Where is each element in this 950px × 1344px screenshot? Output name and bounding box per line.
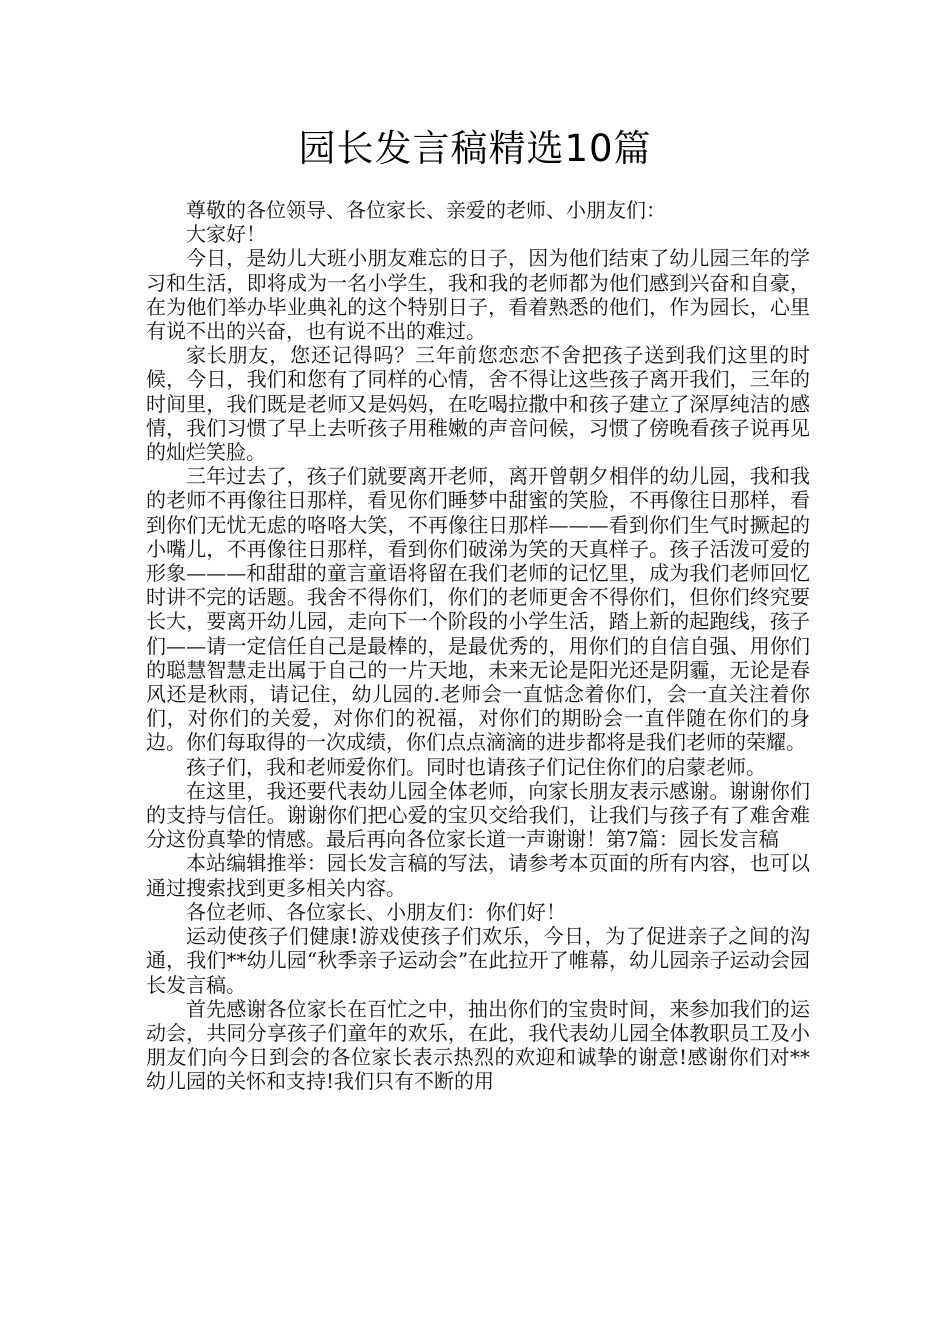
paragraph: 各位老师、各位家长、小朋友们：你们好！ xyxy=(186,899,566,924)
paragraph: 尊敬的各位领导、各位家长、亲爱的老师、小朋友们： xyxy=(186,198,666,222)
paragraph: 大家好！ xyxy=(186,222,266,247)
paragraph: 三年过去了，孩子们就要离开老师，离开曾朝夕相伴的幼儿园，我和我的老师不再像往日那样，看见你们睡梦中甜蜜的笑脸，不再像往日那样，看到你们无忧无虑的咯咯大笑，不再像往日那样———看到你们生气时撅起的小嘴儿，不再像往日那样，看到你们破涕为笑的天真样子。孩子活泼可爱的形象———和甜甜的童言童语将留在我们老师的记忆里，成为我们老师回忆时讲不完的话题。我舍不得你们，你们的老师更舍不得你们，但你们终究要长大，要离开幼儿园，走向下一个阶段的小学生活，踏上新的起跑线，孩子们——请一定信任自己是最棒的，是最优秀的，用你们的自信自强、用你们的聪慧智慧走出属于自己的一片天地，未来无论是阳光还是阴霾，无论是春风还是秋雨，请记住，幼儿园的.老师会一直惦念着你们，会一直关注着你们，对你们的关爱，对你们的祝福，对你们的期盼会一直伴随在你们的身边。你们每取得的一次成绩，你们点点滴滴的进步都将是我们老师的荣耀。 xyxy=(146,464,810,755)
paragraph: 运动使孩子们健康!游戏使孩子们欢乐，今日，为了促进亲子之间的沟通，我们**幼儿园“秋季亲子运动会”在此拉开了帷幕，幼儿园亲子运动会园长发言稿。 xyxy=(146,924,810,997)
paragraph: 今日，是幼儿大班小朋友难忘的日子，因为他们结束了幼儿园三年的学习和生活，即将成为一名小学生，我和我的老师都为他们感到兴奋和自豪，在为他们举办毕业典礼的这个特别日子，看着熟悉的他们，作为园长，心里有说不出的兴奋，也有说不出的难过。 xyxy=(146,246,810,344)
document-body xyxy=(146,198,810,1094)
paragraph: 本站编辑推举：园长发言稿的写法，请参考本页面的所有内容，也可以通过搜索找到更多相关内容。 xyxy=(146,851,810,900)
paragraph: 家长朋友，您还记得吗？三年前您恋恋不舍把孩子送到我们这里的时候，今日，我们和您有了同样的心情，舍不得让这些孩子离开我们，三年的时间里，我们既是老师又是妈妈，在吃喝拉撒中和孩子建立了深厚纯洁的感情，我们习惯了早上去听孩子用稚嫩的声音问候，习惯了傍晚看孩子说再见的灿烂笑脸。 xyxy=(146,343,810,465)
paragraph: 首先感谢各位家长在百忙之中，抽出你们的宝贵时间，来参加我们的运动会，共同分享孩子们童年的欢乐，在此，我代表幼儿园全体教职员工及小朋友们向今日到会的各位家长表示热烈的欢迎和诚挚的谢意!感谢你们对**幼儿园的关怀和支持!我们只有不断的用 xyxy=(146,996,810,1094)
paragraph: 孩子们，我和老师爱你们。同时也请孩子们记住你们的启蒙老师。 xyxy=(186,754,766,779)
document-title: 园长发言稿精选10篇 xyxy=(298,127,652,170)
paragraph: 在这里，我还要代表幼儿园全体老师，向家长朋友表示感谢。谢谢你们的支持与信任。谢谢你们把心爱的宝贝交给我们，让我们与孩子有了难舍难分这份真挚的情感。最后再向各位家长道一声谢谢！第7篇：园长发言稿 xyxy=(146,778,810,852)
